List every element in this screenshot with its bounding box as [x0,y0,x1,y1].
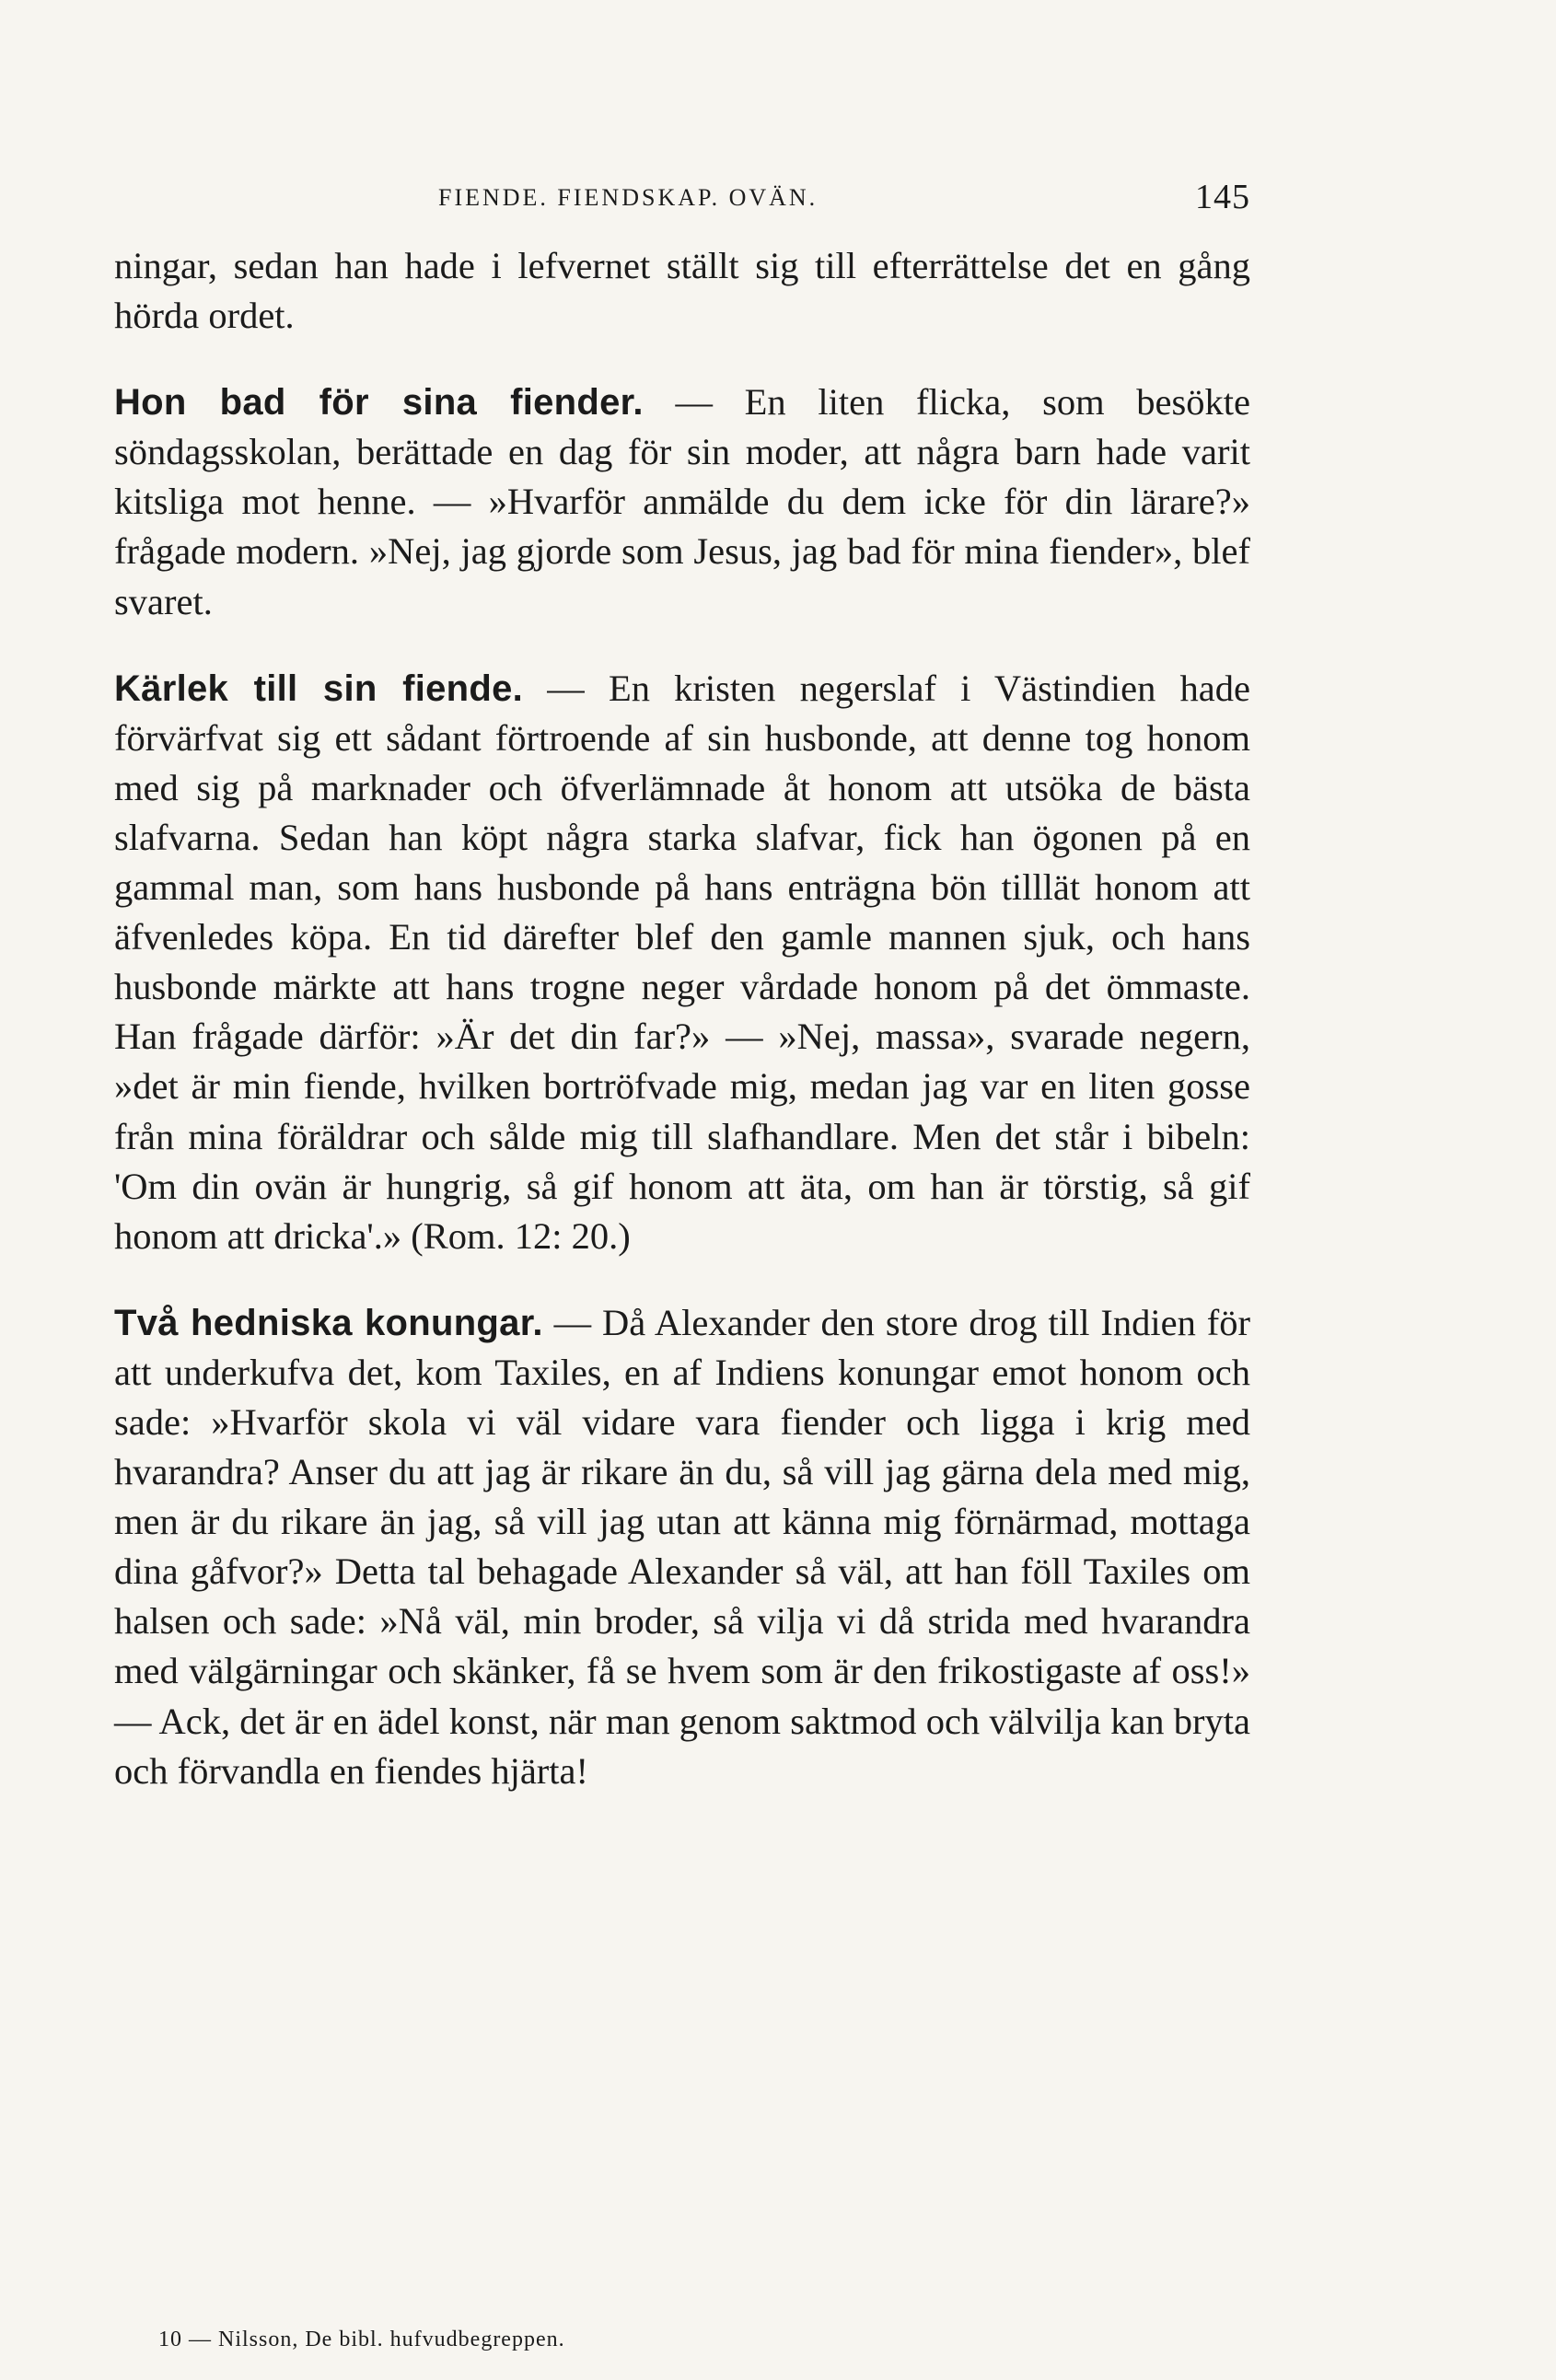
section-heading: Två hedniska konungar. [114,1302,543,1343]
page-number: 145 [1195,178,1250,216]
paragraph-gap [114,1261,1250,1298]
signature-footer: 10 — Nilsson, De bibl. hufvudbegreppen. [158,2328,565,2351]
paragraph-hon-bad [114,377,1250,626]
paragraph-text: — En liten flicka, som besökte söndagsskolan, berättade en dag för sin moder, att några barn hade varit kitsliga mot henne. — »Hvarför anmälde du dem icke för din lärare?» frågade modern. »Nej, jag gjorde som Jesus, jag bad för mina fiender», blef svaret. [114,381,1250,622]
section-heading: Hon bad för sina fiender. [114,382,644,424]
paragraph-karlek [114,664,1250,1261]
paragraph-gap [114,627,1250,664]
running-head-title: FIENDE. FIENDSKAP. OVÄN. [438,184,819,211]
body-text [114,241,1250,1796]
paragraph-text: — En kristen negerslaf i Västindien hade förvärfvat sig ett sådant förtroende af sin husbonde, att denne tog honom med sig på marknader och öfverlämnade åt honom att utsöka de bästa slafvarna. Sedan han köpt några starka slafvar, fick han ögonen på en gammal man, som hans husbonde på hans enträgna bön tilllät honom att äfvenledes köpa. En tid därefter blef den gamle mannen sjuk, och hans husbonde märkte att hans trogne neger vårdade honom på det ömmaste. Han frågade därför: »Är det din far?» — »Nej, massa», svarade negern, »det är min fiende, hvilken bortröfvade mig, medan jag var en liten gosse från mina föräldrar och sålde mig till slafhandlare. Men det står i bibeln: 'Om din ovän är hungrig, så gif honom att äta, om han är törstig, så gif honom att dricka'.» (Rom. 12: 20.) [114,667,1251,1257]
paragraph-text: — Då Alexander den store drog till Indien för att underkufva det, kom Taxiles, en af Indiens konungar emot honom och sade: »Hvarför skola vi väl vidare vara fiender och ligga i krig med hvarandra? Anser du att jag är rikare än du, så vill jag gärna dela med mig, men är du rikare än jag, så vill jag utan att känna mig förnärmad, mottaga dina gåfvor?» Detta tal behagade Alexander så väl, att han föll Taxiles om halsen och sade: »Nå väl, min broder, så vilja vi då strida med hvarandra med välgärningar och skänker, få se hvem som är den frikostigaste af oss!» — Ack, det är en ädel konst, när man genom saktmod och välvilja kan bryta och förvandla en fiendes hjärta! [114,1301,1250,1792]
running-head [116,175,1250,221]
paragraph-continuation [114,241,1250,341]
paragraph-gap [114,341,1250,377]
paragraph-text: ningar, sedan han hade i lefvernet ställt sig till efterrättelse det en gång hörda ordet. [114,245,1250,337]
paragraph-tva-konungar [114,1298,1250,1796]
section-heading: Kärlek till sin fiende. [114,668,524,709]
